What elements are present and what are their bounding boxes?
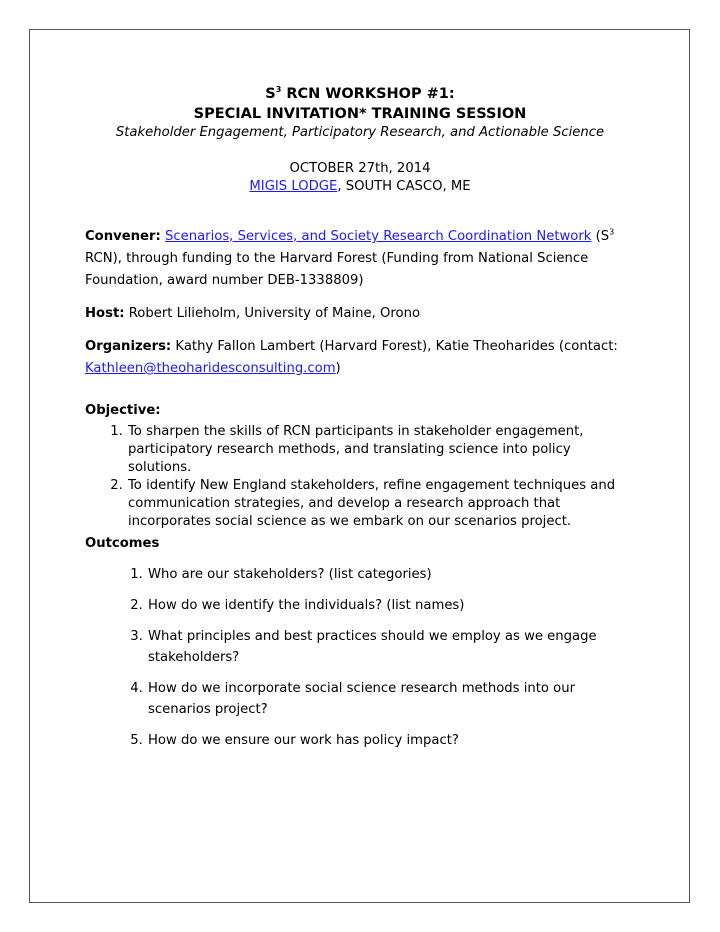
convener-superscript: 3 <box>609 227 615 237</box>
date-location-block <box>85 160 635 196</box>
title-rest: RCN WORKSHOP #1: <box>281 86 455 102</box>
location-link[interactable]: MIGIS LODGE <box>249 179 338 194</box>
host-paragraph <box>85 303 635 325</box>
title-superscript: 3 <box>275 85 282 95</box>
organizers-text-end: ) <box>335 361 341 376</box>
objective-heading: Objective: <box>85 403 161 418</box>
location-text: , SOUTH CASCO, ME <box>337 179 471 194</box>
host-label: Host: <box>85 306 125 321</box>
organizers-text: Kathy Fallon Lambert (Harvard Forest), Katie Theoharides (contact: <box>171 339 618 354</box>
host-text: Robert Lilieholm, University of Maine, Orono <box>124 306 421 321</box>
outcome-item: 5. How do we ensure our work has policy impact? <box>147 730 635 751</box>
outcome-item: 4. How do we incorporate social science research methods into our scenarios project? <box>147 678 635 720</box>
workshop-title <box>85 84 635 104</box>
convener-label: Convener: <box>85 229 161 244</box>
outcomes-list <box>85 564 635 751</box>
convener-paragraph <box>85 226 635 292</box>
outcome-item: 3. What principles and best practices should we employ as we engage stakeholders? <box>147 626 635 668</box>
objective-item: 1. To sharpen the skills of RCN participants in stakeholder engagement, participatory research methods, and translating science into policy solutions. <box>127 423 635 477</box>
document-body <box>85 84 635 761</box>
outcome-item: 2. How do we identify the individuals? (list names) <box>147 595 635 616</box>
outcome-item: 1. Who are our stakeholders? (list categories) <box>147 564 635 585</box>
convener-text-a: (S <box>591 229 610 244</box>
convener-link[interactable]: Scenarios, Services, and Society Research Coordination Network <box>164 229 592 244</box>
objective-list <box>85 423 635 531</box>
event-location <box>85 178 635 196</box>
title-prefix: S <box>265 86 276 102</box>
session-title: SPECIAL INVITATION* TRAINING SESSION <box>193 106 527 122</box>
organizers-paragraph <box>85 336 635 380</box>
convener-text-b: RCN), through funding to the Harvard Forest (Funding from National Science Foundation, award number DEB-1338809) <box>85 251 589 288</box>
event-date: OCTOBER 27th, 2014 <box>289 161 431 176</box>
objective-item: 2. To identify New England stakeholders, refine engagement techniques and communication strategies, and develop a research approach that incorporates social science as we embark on our scenarios project. <box>127 477 635 531</box>
outcomes-heading: Outcomes <box>85 536 160 551</box>
contact-email-link[interactable]: Kathleen@theoharidesconsulting.com <box>85 361 336 376</box>
organizers-label: Organizers: <box>85 339 172 354</box>
session-subtitle: Stakeholder Engagement, Participatory Research, and Actionable Science <box>115 125 605 140</box>
